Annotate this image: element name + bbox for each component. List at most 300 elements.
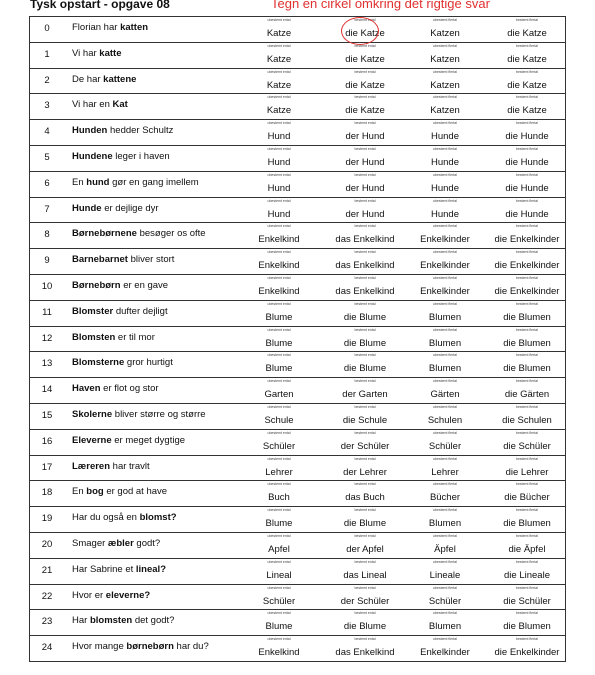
option-word[interactable]: Hunde: [431, 131, 459, 143]
answer-option[interactable]: [408, 275, 482, 298]
table-row: [29, 327, 566, 353]
answer-option[interactable]: [328, 172, 402, 195]
answer-option[interactable]: [242, 172, 316, 195]
sentence-text: besøger os ofte: [136, 228, 206, 240]
row-number: 9: [44, 255, 50, 267]
answer-option[interactable]: [242, 585, 316, 608]
table-row: [29, 456, 566, 482]
option-word[interactable]: Hund: [267, 131, 291, 143]
option-word[interactable]: Schüler: [428, 595, 462, 607]
option-word[interactable]: das Buch: [345, 492, 385, 504]
option-form-label: bestemt flertal: [516, 508, 538, 513]
option-word[interactable]: Lehrer: [431, 466, 459, 478]
option-form-label: ubestemt ental: [267, 585, 291, 590]
option-word[interactable]: die Katze: [345, 53, 385, 65]
option-word[interactable]: die Schule: [342, 414, 388, 426]
answer-option[interactable]: [490, 610, 564, 633]
option-word[interactable]: der Schüler: [340, 440, 390, 452]
option-form-label: ubestemt ental: [267, 637, 291, 642]
sentence-keyword: Blomsten: [72, 331, 116, 343]
answer-option[interactable]: [490, 223, 564, 246]
option-form-label: bestemt flertal: [516, 430, 538, 435]
option-word[interactable]: Katzen: [430, 53, 460, 65]
answer-option[interactable]: [408, 456, 482, 479]
answer-option[interactable]: [328, 481, 402, 504]
option-form-label: ubestemt ental: [267, 121, 291, 126]
option-word[interactable]: die Blumen: [503, 621, 551, 633]
answer-option[interactable]: [242, 481, 316, 504]
option-word[interactable]: Katze: [266, 79, 292, 91]
sentence-keyword: eleverne?: [105, 589, 151, 601]
option-word[interactable]: der Hund: [345, 182, 385, 194]
answer-option[interactable]: [328, 301, 402, 324]
option-word[interactable]: Blumen: [428, 311, 462, 323]
option-word[interactable]: Hunde: [431, 208, 459, 220]
answer-option[interactable]: [408, 559, 482, 582]
sentence-keyword: kattene: [103, 73, 137, 85]
option-form-label: bestemt flertal: [516, 637, 538, 642]
option-word[interactable]: Lineale: [429, 569, 461, 581]
option-word[interactable]: das Enkelkind: [335, 234, 395, 246]
option-form-label: ubestemt ental: [267, 43, 291, 48]
option-word[interactable]: Garten: [264, 389, 294, 401]
answer-option[interactable]: [490, 198, 564, 221]
option-word[interactable]: die Bücher: [504, 492, 550, 504]
option-form-label: bestemt ental: [354, 18, 376, 22]
option-word[interactable]: Apfel: [268, 543, 290, 555]
option-word[interactable]: Katze: [266, 28, 292, 39]
exercise-table: [29, 16, 566, 662]
option-word[interactable]: die Blumen: [503, 518, 551, 530]
answer-option[interactable]: [490, 249, 564, 272]
option-word[interactable]: die Äpfel: [508, 543, 546, 555]
option-word[interactable]: die Katze: [345, 105, 385, 117]
answer-option[interactable]: [408, 94, 482, 117]
sentence-text: er til mor: [115, 331, 155, 343]
sentence-keyword: Kat: [112, 99, 128, 111]
sentence-text: bliver større og større: [112, 408, 206, 420]
option-form-label: bestemt ental: [354, 275, 376, 280]
option-word[interactable]: der Apfel: [346, 543, 384, 555]
sentence-text: Smager: [72, 537, 108, 549]
answer-option[interactable]: [490, 43, 564, 66]
danish-sentence: [72, 357, 173, 368]
answer-option[interactable]: [328, 430, 402, 453]
option-form-label: ubestemt flertal: [433, 430, 457, 435]
answer-option[interactable]: [242, 69, 316, 92]
option-word[interactable]: die Katze: [345, 28, 385, 39]
option-form-label: ubestemt flertal: [433, 121, 457, 126]
row-number: 23: [41, 616, 53, 628]
answer-option[interactable]: [408, 327, 482, 350]
table-row: [29, 17, 566, 43]
row-number: 4: [44, 126, 50, 138]
option-word[interactable]: Hund: [267, 182, 291, 194]
danish-sentence: [72, 203, 159, 214]
answer-option[interactable]: [242, 533, 316, 556]
answer-option[interactable]: [328, 43, 402, 66]
answer-option[interactable]: [408, 533, 482, 556]
option-word[interactable]: die Blume: [343, 363, 387, 375]
answer-option[interactable]: [242, 301, 316, 324]
row-number: 3: [44, 100, 50, 112]
answer-option[interactable]: [408, 404, 482, 427]
option-word[interactable]: die Enkelkinder: [494, 647, 560, 659]
answer-option[interactable]: [490, 94, 564, 117]
option-form-label: bestemt ental: [354, 353, 376, 358]
row-number: 2: [44, 74, 50, 86]
table-row: [29, 301, 566, 327]
option-word[interactable]: Blumen: [428, 518, 462, 530]
option-word[interactable]: die Katze: [507, 53, 547, 65]
row-number: 0: [44, 23, 50, 34]
option-form-label: bestemt flertal: [516, 146, 538, 151]
answer-option[interactable]: [490, 456, 564, 479]
answer-option[interactable]: [490, 120, 564, 143]
option-word[interactable]: Blumen: [428, 337, 462, 349]
option-word[interactable]: der Schüler: [340, 595, 390, 607]
danish-sentence: [72, 280, 168, 291]
answer-option[interactable]: [408, 17, 482, 40]
option-word[interactable]: Enkelkind: [258, 647, 300, 659]
option-word[interactable]: die Hunde: [505, 156, 549, 168]
answer-option[interactable]: [408, 636, 482, 659]
answer-option[interactable]: [242, 198, 316, 221]
answer-option[interactable]: [328, 559, 402, 582]
answer-option[interactable]: [408, 610, 482, 633]
answer-option[interactable]: [242, 456, 316, 479]
answer-option[interactable]: [328, 94, 402, 117]
answer-option[interactable]: [490, 636, 564, 659]
table-row: [29, 69, 566, 95]
answer-option[interactable]: [242, 378, 316, 401]
option-form-label: ubestemt ental: [267, 482, 291, 487]
option-form-label: ubestemt ental: [267, 224, 291, 229]
answer-option[interactable]: [490, 559, 564, 582]
option-word[interactable]: die Katze: [507, 79, 547, 91]
row-number: 16: [41, 435, 53, 447]
option-word[interactable]: Blume: [265, 518, 293, 530]
option-word[interactable]: Blume: [265, 337, 293, 349]
option-word[interactable]: die Enkelkinder: [494, 260, 560, 272]
option-word[interactable]: die Blume: [343, 518, 387, 530]
answer-option[interactable]: [328, 585, 402, 608]
option-form-label: bestemt flertal: [516, 482, 538, 487]
option-word[interactable]: die Blume: [343, 337, 387, 349]
option-word[interactable]: die Blumen: [503, 311, 551, 323]
answer-option[interactable]: [408, 249, 482, 272]
option-word[interactable]: der Hund: [345, 156, 385, 168]
sentence-keyword: hund: [86, 176, 110, 188]
option-word[interactable]: die Katze: [345, 79, 385, 91]
option-word[interactable]: Schüler: [262, 440, 296, 452]
answer-option[interactable]: [408, 172, 482, 195]
answer-option[interactable]: [408, 352, 482, 375]
option-word[interactable]: Enkelkind: [258, 260, 300, 272]
answer-option[interactable]: [490, 507, 564, 530]
option-form-label: ubestemt flertal: [433, 404, 457, 409]
option-form-label: ubestemt ental: [267, 172, 291, 177]
option-word[interactable]: der Lehrer: [343, 466, 387, 478]
sentence-text: En: [72, 176, 87, 188]
option-word[interactable]: Katzen: [430, 79, 460, 91]
answer-option[interactable]: [408, 146, 482, 169]
option-form-label: bestemt flertal: [516, 585, 538, 590]
option-form-label: ubestemt flertal: [433, 611, 457, 616]
answer-option[interactable]: [490, 533, 564, 556]
option-word[interactable]: Gärten: [430, 389, 460, 401]
answer-option[interactable]: [328, 198, 402, 221]
option-form-label: ubestemt ental: [267, 404, 291, 409]
option-word[interactable]: Bücher: [429, 492, 461, 504]
answer-option[interactable]: [490, 327, 564, 350]
option-word[interactable]: die Blumen: [503, 337, 551, 349]
option-form-label: bestemt ental: [354, 404, 376, 409]
answer-option[interactable]: [328, 327, 402, 350]
option-word[interactable]: die Lehrer: [505, 466, 549, 478]
option-form-label: bestemt ental: [354, 559, 376, 564]
option-word[interactable]: Blume: [265, 621, 293, 633]
option-word[interactable]: Katze: [266, 105, 292, 117]
option-word[interactable]: Schüler: [262, 595, 296, 607]
option-word[interactable]: die Hunde: [505, 182, 549, 194]
answer-option[interactable]: [408, 507, 482, 530]
danish-sentence: [72, 409, 206, 420]
danish-sentence: [72, 383, 159, 394]
answer-option[interactable]: [242, 120, 316, 143]
answer-option[interactable]: [490, 17, 564, 40]
option-word[interactable]: die Katze: [507, 105, 547, 117]
option-form-label: ubestemt flertal: [433, 275, 457, 280]
answer-option[interactable]: [242, 430, 316, 453]
option-form-label: bestemt ental: [354, 585, 376, 590]
danish-sentence: [72, 615, 174, 626]
table-row: [29, 146, 566, 172]
option-word[interactable]: die Blumen: [503, 363, 551, 375]
sentence-keyword: Hundene: [72, 150, 113, 162]
answer-option[interactable]: [242, 223, 316, 246]
answer-option[interactable]: [242, 275, 316, 298]
answer-option[interactable]: [490, 404, 564, 427]
answer-option[interactable]: [490, 378, 564, 401]
answer-option[interactable]: [242, 610, 316, 633]
option-word[interactable]: die Schüler: [503, 440, 551, 452]
option-word[interactable]: Lehrer: [265, 466, 293, 478]
answer-option[interactable]: [242, 146, 316, 169]
option-word[interactable]: die Lineale: [504, 569, 550, 581]
sentence-text: De har: [72, 73, 104, 85]
answer-option[interactable]: [242, 404, 316, 427]
answer-option[interactable]: [328, 249, 402, 272]
sentence-text: er meget dygtige: [111, 434, 186, 446]
option-word[interactable]: das Enkelkind: [335, 260, 395, 272]
option-word[interactable]: Hund: [267, 208, 291, 220]
option-word[interactable]: Schulen: [427, 414, 463, 426]
answer-option[interactable]: [242, 43, 316, 66]
answer-option[interactable]: [490, 585, 564, 608]
option-word[interactable]: Blumen: [428, 621, 462, 633]
option-word[interactable]: Lineal: [266, 569, 292, 581]
sentence-text: er flot og stor: [100, 383, 159, 395]
answer-option[interactable]: [490, 146, 564, 169]
row-number: 5: [44, 151, 50, 163]
option-form-label: ubestemt flertal: [433, 508, 457, 513]
option-word[interactable]: die Gärten: [504, 389, 550, 401]
option-word[interactable]: Schule: [264, 414, 294, 426]
option-word[interactable]: das Enkelkind: [335, 647, 395, 659]
option-form-label: bestemt flertal: [516, 18, 538, 22]
answer-option[interactable]: [408, 430, 482, 453]
option-word[interactable]: die Schulen: [502, 414, 552, 426]
option-form-label: bestemt ental: [354, 250, 376, 255]
table-row: [29, 172, 566, 198]
answer-option[interactable]: [328, 275, 402, 298]
answer-option[interactable]: [328, 507, 402, 530]
answer-option[interactable]: [408, 378, 482, 401]
answer-option[interactable]: [328, 610, 402, 633]
option-word[interactable]: die Schüler: [503, 595, 551, 607]
danish-sentence: [72, 332, 155, 343]
option-word[interactable]: Blume: [265, 311, 293, 323]
sentence-keyword: katten: [120, 22, 149, 33]
answer-option[interactable]: [490, 172, 564, 195]
answer-option[interactable]: [328, 636, 402, 659]
answer-option[interactable]: [490, 301, 564, 324]
option-form-label: ubestemt flertal: [433, 533, 457, 538]
option-form-label: ubestemt flertal: [433, 559, 457, 564]
option-word[interactable]: die Hunde: [505, 131, 549, 143]
sentence-keyword: Børnebørnene: [72, 228, 137, 240]
answer-option[interactable]: [328, 69, 402, 92]
answer-option[interactable]: [242, 559, 316, 582]
answer-option[interactable]: [408, 198, 482, 221]
row-number: 15: [41, 409, 53, 421]
option-form-label: bestemt flertal: [516, 121, 538, 126]
option-form-label: ubestemt ental: [267, 301, 291, 306]
option-word[interactable]: die Enkelkinder: [494, 234, 560, 246]
answer-option[interactable]: [328, 120, 402, 143]
answer-option[interactable]: [408, 223, 482, 246]
answer-option[interactable]: [328, 146, 402, 169]
answer-option[interactable]: [408, 585, 482, 608]
option-form-label: bestemt ental: [354, 533, 376, 538]
option-word[interactable]: Enkelkinder: [420, 234, 470, 246]
option-form-label: ubestemt ental: [267, 250, 291, 255]
answer-option[interactable]: [328, 223, 402, 246]
answer-option[interactable]: [490, 275, 564, 298]
option-word[interactable]: die Hunde: [505, 208, 549, 220]
option-word[interactable]: Buch: [268, 492, 290, 504]
option-word[interactable]: der Garten: [342, 389, 388, 401]
answer-option[interactable]: [242, 507, 316, 530]
option-word[interactable]: Katzen: [430, 105, 460, 117]
option-word[interactable]: Blume: [265, 363, 293, 375]
answer-option[interactable]: [242, 327, 316, 350]
row-number: 19: [41, 513, 53, 525]
option-word[interactable]: Katze: [266, 53, 292, 65]
worksheet-title: Tysk opstart - opgave 08: [30, 0, 170, 11]
option-word[interactable]: Hunde: [431, 182, 459, 194]
answer-option[interactable]: [490, 430, 564, 453]
option-word[interactable]: Enkelkind: [258, 285, 300, 297]
option-form-label: ubestemt flertal: [433, 198, 457, 203]
answer-option[interactable]: [328, 378, 402, 401]
option-form-label: ubestemt flertal: [433, 327, 457, 332]
sentence-keyword: Hunden: [72, 125, 108, 137]
option-word[interactable]: die Katze: [507, 28, 547, 39]
option-form-label: bestemt flertal: [516, 172, 538, 177]
option-word[interactable]: die Enkelkinder: [494, 285, 560, 297]
answer-option[interactable]: [242, 17, 316, 40]
answer-option[interactable]: [490, 69, 564, 92]
option-word[interactable]: Schüler: [428, 440, 462, 452]
option-word[interactable]: Katzen: [430, 28, 460, 39]
answer-option[interactable]: [490, 352, 564, 375]
answer-option[interactable]: [408, 301, 482, 324]
option-form-label: ubestemt ental: [267, 353, 291, 358]
answer-option[interactable]: [408, 481, 482, 504]
sentence-text: Hvor er: [72, 589, 106, 601]
option-word[interactable]: Hund: [267, 156, 291, 168]
option-form-label: bestemt ental: [354, 121, 376, 126]
answer-option[interactable]: [328, 456, 402, 479]
option-word[interactable]: Enkelkinder: [420, 647, 470, 659]
answer-option[interactable]: [490, 481, 564, 504]
answer-option[interactable]: [242, 636, 316, 659]
sentence-keyword: bog: [86, 486, 104, 498]
answer-option[interactable]: [408, 120, 482, 143]
answer-option[interactable]: [328, 404, 402, 427]
option-form-label: bestemt ental: [354, 172, 376, 177]
option-word[interactable]: Enkelkinder: [420, 285, 470, 297]
option-form-label: bestemt ental: [354, 430, 376, 435]
answer-option[interactable]: [242, 94, 316, 117]
table-row: [29, 481, 566, 507]
row-number: 8: [44, 229, 50, 241]
answer-option[interactable]: [408, 43, 482, 66]
danish-sentence: [72, 228, 206, 239]
sentence-text: gror hurtigt: [124, 357, 173, 369]
option-word[interactable]: das Lineal: [343, 569, 387, 581]
option-word[interactable]: das Enkelkind: [335, 285, 395, 297]
sentence-text: det godt?: [132, 615, 175, 627]
option-form-label: ubestemt ental: [267, 18, 291, 22]
danish-sentence: [72, 125, 173, 136]
option-word[interactable]: die Blume: [343, 311, 387, 323]
option-word[interactable]: Enkelkinder: [420, 260, 470, 272]
answer-option[interactable]: [242, 352, 316, 375]
row-number: 21: [41, 564, 53, 576]
answer-option[interactable]: [408, 69, 482, 92]
option-word[interactable]: die Blume: [343, 621, 387, 633]
answer-option[interactable]: [328, 533, 402, 556]
sentence-text: har travlt: [110, 460, 150, 472]
danish-sentence: [72, 48, 121, 59]
option-word[interactable]: Enkelkind: [258, 234, 300, 246]
table-row: [29, 636, 566, 662]
answer-option[interactable]: [242, 249, 316, 272]
option-form-label: ubestemt flertal: [433, 224, 457, 229]
option-form-label: ubestemt ental: [267, 327, 291, 332]
option-word[interactable]: Blumen: [428, 363, 462, 375]
option-word[interactable]: der Hund: [345, 208, 385, 220]
option-word[interactable]: Hunde: [431, 156, 459, 168]
answer-option[interactable]: [328, 352, 402, 375]
table-row: [29, 198, 566, 224]
option-word[interactable]: der Hund: [345, 131, 385, 143]
option-form-label: bestemt flertal: [516, 353, 538, 358]
option-word[interactable]: Äpfel: [434, 543, 456, 555]
